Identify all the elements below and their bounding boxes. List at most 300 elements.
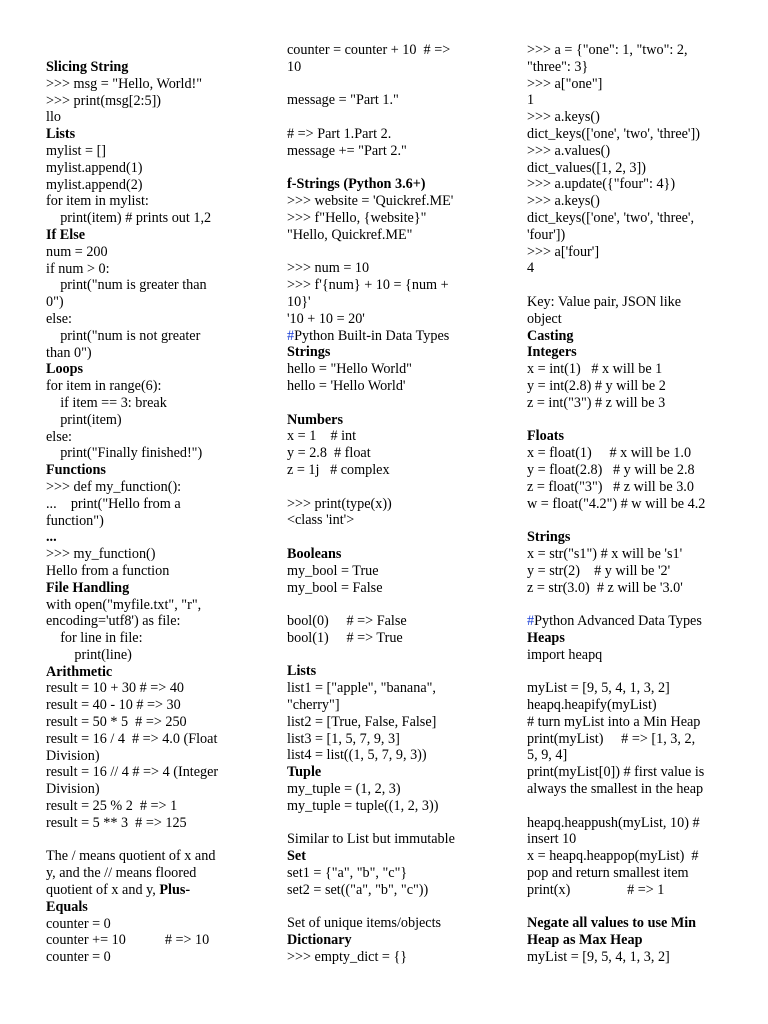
line-text: Set bbox=[287, 848, 306, 865]
line-text: Python Advanced Data Types bbox=[534, 613, 702, 630]
line-text: for item in range(6): bbox=[46, 378, 162, 395]
line-text: result = 10 + 30 # => 40 bbox=[46, 680, 185, 697]
text-line bbox=[46, 748, 246, 765]
text-line bbox=[46, 647, 246, 664]
text-line bbox=[287, 176, 492, 193]
line-text: llo bbox=[46, 109, 61, 126]
text-line bbox=[527, 529, 732, 546]
line-text: my_bool = True bbox=[287, 562, 379, 579]
text-line bbox=[527, 277, 732, 294]
text-line bbox=[527, 210, 732, 227]
text-line bbox=[287, 193, 492, 210]
text-line bbox=[527, 848, 732, 865]
text-line bbox=[287, 647, 492, 664]
text-line bbox=[527, 680, 732, 697]
line-text: Integers bbox=[527, 344, 577, 361]
text-line bbox=[527, 747, 732, 764]
text-line bbox=[46, 680, 246, 697]
line-text: heapq.heapify(myList) bbox=[527, 697, 657, 714]
text-line bbox=[527, 899, 732, 916]
text-line bbox=[527, 92, 732, 109]
line-text: >>> print(type(x)) bbox=[287, 495, 392, 512]
line-text: counter += 10 # => 10 bbox=[46, 932, 210, 949]
line-text: else: bbox=[46, 428, 72, 445]
text-line bbox=[287, 496, 492, 513]
text-line bbox=[46, 395, 246, 412]
text-line bbox=[287, 764, 492, 781]
text-line bbox=[287, 512, 492, 529]
text-line bbox=[287, 915, 492, 932]
text-line bbox=[46, 93, 246, 110]
line-text: bool(1) # => True bbox=[287, 629, 403, 646]
text-line bbox=[527, 563, 732, 580]
line-text: Hello from a function bbox=[46, 562, 170, 579]
line-text: >>> msg = "Hello, World!" bbox=[46, 75, 203, 92]
text-line bbox=[527, 462, 732, 479]
line-text: >>> a.keys() bbox=[527, 109, 600, 126]
line-text: Lists bbox=[46, 126, 76, 143]
line-text: The / means quotient of x and bbox=[46, 848, 216, 865]
line-text: Lists bbox=[287, 663, 317, 680]
line-text: encoding='utf8') as file: bbox=[46, 613, 181, 630]
text-line bbox=[46, 798, 246, 815]
line-text: Heap as Max Heap bbox=[527, 932, 643, 949]
text-line bbox=[527, 949, 732, 966]
text-line bbox=[287, 76, 492, 93]
text-line bbox=[287, 143, 492, 160]
line-text: 0") bbox=[46, 294, 64, 311]
text-line bbox=[527, 109, 732, 126]
text-line bbox=[46, 345, 246, 362]
text-line bbox=[46, 445, 246, 462]
line-text: 10}' bbox=[287, 293, 311, 310]
text-line bbox=[527, 781, 732, 798]
text-line bbox=[46, 361, 246, 378]
line-text: print(myList) # => [1, 3, 2, bbox=[527, 730, 696, 747]
text-line bbox=[527, 764, 732, 781]
line-text: Tuple bbox=[287, 764, 322, 781]
line-text: myList = [9, 5, 4, 1, 3, 2] bbox=[527, 949, 670, 966]
line-text: Division) bbox=[46, 747, 100, 764]
text-line bbox=[46, 143, 246, 160]
text-line bbox=[527, 915, 732, 932]
text-line bbox=[46, 496, 246, 513]
text-line bbox=[287, 92, 492, 109]
line-text: hello = "Hello World" bbox=[287, 361, 412, 378]
line-text: Dictionary bbox=[287, 932, 352, 949]
text-line bbox=[527, 445, 732, 462]
text-line bbox=[46, 916, 246, 933]
line-text: for item in mylist: bbox=[46, 193, 149, 210]
line-text: print("Finally finished!") bbox=[46, 445, 203, 462]
text-line bbox=[527, 882, 732, 899]
line-text: w = float("4.2") # w will be 4.2 bbox=[527, 495, 706, 512]
line-text: 10 bbox=[287, 58, 302, 75]
text-line bbox=[46, 580, 246, 597]
line-text: print(x) # => 1 bbox=[527, 881, 665, 898]
text-line bbox=[287, 580, 492, 597]
line-text: set2 = set(("a", "b", "c")) bbox=[287, 881, 429, 898]
hash-link[interactable]: # bbox=[527, 613, 535, 630]
line-text: insert 10 bbox=[527, 831, 577, 848]
text-line bbox=[527, 193, 732, 210]
line-text: >>> num = 10 bbox=[287, 260, 370, 277]
text-line bbox=[527, 798, 732, 815]
text-line bbox=[287, 613, 492, 630]
text-line bbox=[46, 529, 246, 546]
text-line bbox=[527, 512, 732, 529]
line-text: Floats bbox=[527, 428, 565, 445]
text-line bbox=[527, 311, 732, 328]
text-line bbox=[527, 328, 732, 345]
text-line bbox=[46, 832, 246, 849]
line-text: dict_keys(['one', 'two', 'three', bbox=[527, 209, 695, 226]
text-line bbox=[46, 513, 246, 530]
text-line bbox=[287, 546, 492, 563]
line-text: import heapq bbox=[527, 646, 603, 663]
line-text: y = float(2.8) # y will be 2.8 bbox=[527, 461, 695, 478]
line-text: dict_keys(['one', 'two', 'three']) bbox=[527, 125, 700, 142]
line-text: '10 + 10 = 20' bbox=[287, 310, 365, 327]
text-line bbox=[527, 479, 732, 496]
text-line bbox=[527, 496, 732, 513]
text-line bbox=[287, 714, 492, 731]
line-text: bool(0) # => False bbox=[287, 613, 407, 630]
line-text: than 0") bbox=[46, 344, 92, 361]
text-line bbox=[527, 260, 732, 277]
text-line bbox=[287, 697, 492, 714]
line-text: counter = 0 bbox=[46, 949, 111, 966]
line-text: always the smallest in the heap bbox=[527, 781, 704, 798]
line-text: File Handling bbox=[46, 579, 130, 596]
line-text: print(item) bbox=[46, 411, 122, 428]
line-text: heapq.heappush(myList, 10) # bbox=[527, 814, 700, 831]
text-line bbox=[527, 731, 732, 748]
line-text: dict_values([1, 2, 3]) bbox=[527, 159, 646, 176]
text-line bbox=[287, 680, 492, 697]
line-text: >>> a.update({"four": 4}) bbox=[527, 176, 676, 193]
text-line bbox=[527, 428, 732, 445]
line-text: z = float("3") # z will be 3.0 bbox=[527, 478, 694, 495]
line-text: pop and return smallest item bbox=[527, 865, 689, 882]
line-text: x = int(1) # x will be 1 bbox=[527, 361, 663, 378]
line-text: z = 1j # complex bbox=[287, 461, 390, 478]
text-line bbox=[527, 294, 732, 311]
line-text: x = str("s1") # x will be 's1' bbox=[527, 545, 683, 562]
line-text: set1 = {"a", "b", "c"} bbox=[287, 865, 408, 882]
line-text: print("num is not greater bbox=[46, 327, 201, 344]
line-text: if num > 0: bbox=[46, 260, 110, 277]
text-line bbox=[287, 781, 492, 798]
text-line bbox=[287, 395, 492, 412]
line-text: >>> empty_dict = {} bbox=[287, 949, 408, 966]
line-text: Strings bbox=[287, 344, 331, 361]
line-text: Functions bbox=[46, 462, 106, 479]
line-text: result = 25 % 2 # => 1 bbox=[46, 798, 178, 815]
line-text: result = 50 * 5 # => 250 bbox=[46, 714, 187, 731]
line-text: Numbers bbox=[287, 411, 343, 428]
text-line bbox=[287, 479, 492, 496]
line-text: f-Strings (Python 3.6+) bbox=[287, 176, 426, 193]
line-text: hello = 'Hello World' bbox=[287, 377, 406, 394]
line-text: 'four']) bbox=[527, 226, 566, 243]
line-text: >>> a.keys() bbox=[527, 193, 600, 210]
text-line bbox=[46, 932, 246, 949]
line-text: "three": 3} bbox=[527, 58, 589, 75]
line-text: >>> f"Hello, {website}" bbox=[287, 209, 427, 226]
line-text: If Else bbox=[46, 226, 86, 243]
text-line bbox=[287, 294, 492, 311]
line-text: "cherry"] bbox=[287, 697, 340, 714]
line-text: x = heapq.heappop(myList) # bbox=[527, 848, 699, 865]
line-text: >>> website = 'Quickref.ME' bbox=[287, 193, 454, 210]
line-text: "Hello, Quickref.ME" bbox=[287, 226, 413, 243]
line-text: Heaps bbox=[527, 629, 565, 646]
text-line bbox=[287, 126, 492, 143]
text-line bbox=[287, 899, 492, 916]
line-text: Slicing String bbox=[46, 59, 129, 75]
text-line bbox=[287, 344, 492, 361]
text-line bbox=[527, 361, 732, 378]
text-line bbox=[287, 815, 492, 832]
line-text: for line in file: bbox=[46, 630, 143, 647]
line-text: print("num is greater than bbox=[46, 277, 207, 294]
line-text: myList = [9, 5, 4, 1, 3, 2] bbox=[527, 680, 670, 697]
text-line bbox=[287, 42, 492, 59]
text-line bbox=[287, 378, 492, 395]
text-line bbox=[527, 176, 732, 193]
text-line bbox=[46, 378, 246, 395]
column-2 bbox=[287, 42, 492, 966]
text-line bbox=[287, 260, 492, 277]
line-text: # turn myList into a Min Heap bbox=[527, 713, 701, 730]
text-line bbox=[527, 932, 732, 949]
line-text: object bbox=[527, 310, 562, 327]
text-line bbox=[527, 378, 732, 395]
line-text: >>> a = {"one": 1, "two": 2, bbox=[527, 42, 688, 58]
line-text: Strings bbox=[527, 529, 571, 546]
text-line bbox=[46, 311, 246, 328]
line-text: Division) bbox=[46, 781, 100, 798]
text-line bbox=[527, 815, 732, 832]
text-line bbox=[527, 42, 732, 59]
text-line bbox=[46, 328, 246, 345]
line-text: list3 = [1, 5, 7, 9, 3] bbox=[287, 730, 400, 747]
text-line bbox=[287, 529, 492, 546]
line-text: mylist.append(2) bbox=[46, 176, 143, 193]
text-line bbox=[287, 949, 492, 966]
line-text: Arithmetic bbox=[46, 663, 113, 680]
text-line bbox=[287, 227, 492, 244]
text-line bbox=[527, 613, 732, 630]
line-text: my_bool = False bbox=[287, 579, 383, 596]
line-text: result = 40 - 10 # => 30 bbox=[46, 697, 181, 714]
text-line bbox=[527, 714, 732, 731]
line-text: ... bbox=[46, 529, 57, 546]
text-line bbox=[46, 277, 246, 294]
line-text: Casting bbox=[527, 327, 574, 344]
line-text: my_tuple = (1, 2, 3) bbox=[287, 781, 401, 798]
text-line bbox=[46, 815, 246, 832]
line-text: >>> a.values() bbox=[527, 142, 611, 159]
text-line bbox=[527, 143, 732, 160]
text-line bbox=[46, 429, 246, 446]
text-line bbox=[46, 227, 246, 244]
hash-link[interactable]: # bbox=[287, 327, 295, 344]
line-text: y = 2.8 # float bbox=[287, 445, 371, 462]
line-text: mylist = [] bbox=[46, 142, 107, 159]
text-line bbox=[527, 580, 732, 597]
line-text: >>> def my_function(): bbox=[46, 478, 182, 495]
text-line bbox=[527, 630, 732, 647]
text-line bbox=[46, 462, 246, 479]
line-text: >>> my_function() bbox=[46, 546, 156, 563]
text-line bbox=[287, 428, 492, 445]
line-text: x = 1 # int bbox=[287, 428, 357, 445]
text-line bbox=[46, 479, 246, 496]
line-text: z = str(3.0) # z will be '3.0' bbox=[527, 579, 683, 596]
text-line bbox=[287, 160, 492, 177]
text-line bbox=[46, 294, 246, 311]
column-3 bbox=[527, 42, 732, 966]
line-text: list1 = ["apple", "banana", bbox=[287, 680, 436, 697]
text-line bbox=[527, 126, 732, 143]
line-text: Python Built-in Data Types bbox=[294, 327, 450, 344]
text-line bbox=[527, 865, 732, 882]
text-line bbox=[46, 630, 246, 647]
text-line bbox=[287, 328, 492, 345]
line-text: mylist.append(1) bbox=[46, 159, 143, 176]
text-line bbox=[46, 664, 246, 681]
text-line bbox=[287, 445, 492, 462]
text-line bbox=[527, 59, 732, 76]
line-text: >>> a["one"] bbox=[527, 75, 603, 92]
line-text: if item == 3: break bbox=[46, 394, 167, 411]
line-text: ... print("Hello from a bbox=[46, 495, 181, 512]
text-line bbox=[46, 764, 246, 781]
line-text: list2 = [True, False, False] bbox=[287, 713, 437, 730]
text-line bbox=[46, 76, 246, 93]
line-text: <class 'int'> bbox=[287, 512, 355, 529]
line-text: z = int("3") # z will be 3 bbox=[527, 394, 666, 411]
text-line bbox=[287, 932, 492, 949]
line-text: y = str(2) # y will be '2' bbox=[527, 562, 671, 579]
line-text: counter = 0 bbox=[46, 915, 111, 932]
text-line bbox=[46, 899, 246, 916]
text-line bbox=[287, 848, 492, 865]
line-text: message = "Part 1." bbox=[287, 92, 399, 109]
text-line bbox=[46, 210, 246, 227]
text-line bbox=[46, 193, 246, 210]
text-line bbox=[46, 848, 246, 865]
line-bold-tail: Plus- bbox=[159, 882, 191, 899]
text-line bbox=[287, 747, 492, 764]
text-line bbox=[527, 596, 732, 613]
text-line bbox=[287, 596, 492, 613]
text-line bbox=[46, 697, 246, 714]
text-line bbox=[287, 361, 492, 378]
line-text: >>> f'{num} + 10 = {num + bbox=[287, 277, 449, 294]
text-line bbox=[46, 563, 246, 580]
text-line bbox=[527, 76, 732, 93]
line-text: Set of unique items/objects bbox=[287, 915, 442, 932]
text-line bbox=[527, 647, 732, 664]
line-text: result = 5 ** 3 # => 125 bbox=[46, 814, 187, 831]
text-line bbox=[46, 546, 246, 563]
text-line bbox=[46, 261, 246, 278]
text-line bbox=[287, 882, 492, 899]
line-text: Booleans bbox=[287, 545, 342, 562]
text-line bbox=[46, 949, 246, 966]
text-line bbox=[46, 126, 246, 143]
line-text: Negate all values to use Min bbox=[527, 915, 697, 932]
line-text: y = int(2.8) # y will be 2 bbox=[527, 377, 666, 394]
text-line bbox=[46, 865, 246, 882]
text-line bbox=[287, 798, 492, 815]
line-text: Loops bbox=[46, 361, 84, 378]
line-text: Equals bbox=[46, 898, 88, 915]
line-text: with open("myfile.txt", "r", bbox=[46, 596, 202, 613]
line-text: result = 16 / 4 # => 4.0 (Float bbox=[46, 730, 218, 747]
text-line bbox=[46, 109, 246, 126]
line-text: message += "Part 2." bbox=[287, 142, 407, 159]
line-text: Key: Value pair, JSON like bbox=[527, 293, 682, 310]
text-line bbox=[527, 244, 732, 261]
text-line bbox=[527, 395, 732, 412]
line-text: print(line) bbox=[46, 646, 132, 663]
text-line bbox=[46, 882, 246, 899]
text-line bbox=[46, 244, 246, 261]
text-line bbox=[287, 462, 492, 479]
text-line bbox=[46, 781, 246, 798]
text-line bbox=[46, 731, 246, 748]
text-line bbox=[287, 630, 492, 647]
text-line bbox=[46, 597, 246, 614]
text-line bbox=[527, 227, 732, 244]
text-line bbox=[46, 412, 246, 429]
text-line bbox=[527, 344, 732, 361]
text-line bbox=[527, 663, 732, 680]
line-text: num = 200 bbox=[46, 243, 108, 260]
text-line bbox=[527, 546, 732, 563]
text-line bbox=[287, 277, 492, 294]
line-text: # => Part 1.Part 2. bbox=[287, 125, 392, 142]
text-line bbox=[527, 831, 732, 848]
text-line bbox=[287, 210, 492, 227]
text-line bbox=[287, 244, 492, 261]
line-text: 4 bbox=[527, 260, 535, 277]
line-text: my_tuple = tuple((1, 2, 3)) bbox=[287, 797, 439, 814]
text-line bbox=[527, 697, 732, 714]
line-text: quotient of x and y, bbox=[46, 882, 160, 899]
text-line bbox=[527, 412, 732, 429]
text-line bbox=[287, 563, 492, 580]
text-line bbox=[287, 831, 492, 848]
line-text: 1 bbox=[527, 92, 535, 109]
text-line bbox=[527, 160, 732, 177]
line-text: y, and the // means floored bbox=[46, 865, 197, 882]
line-text: result = 16 // 4 # => 4 (Integer bbox=[46, 764, 219, 781]
column-1 bbox=[46, 59, 246, 966]
text-line bbox=[287, 731, 492, 748]
line-text: else: bbox=[46, 310, 72, 327]
line-text: list4 = list((1, 5, 7, 9, 3)) bbox=[287, 747, 427, 764]
text-line bbox=[46, 714, 246, 731]
text-line bbox=[287, 412, 492, 429]
text-line bbox=[46, 177, 246, 194]
line-text: Similar to List but immutable bbox=[287, 831, 455, 848]
line-text: 5, 9, 4] bbox=[527, 747, 568, 764]
